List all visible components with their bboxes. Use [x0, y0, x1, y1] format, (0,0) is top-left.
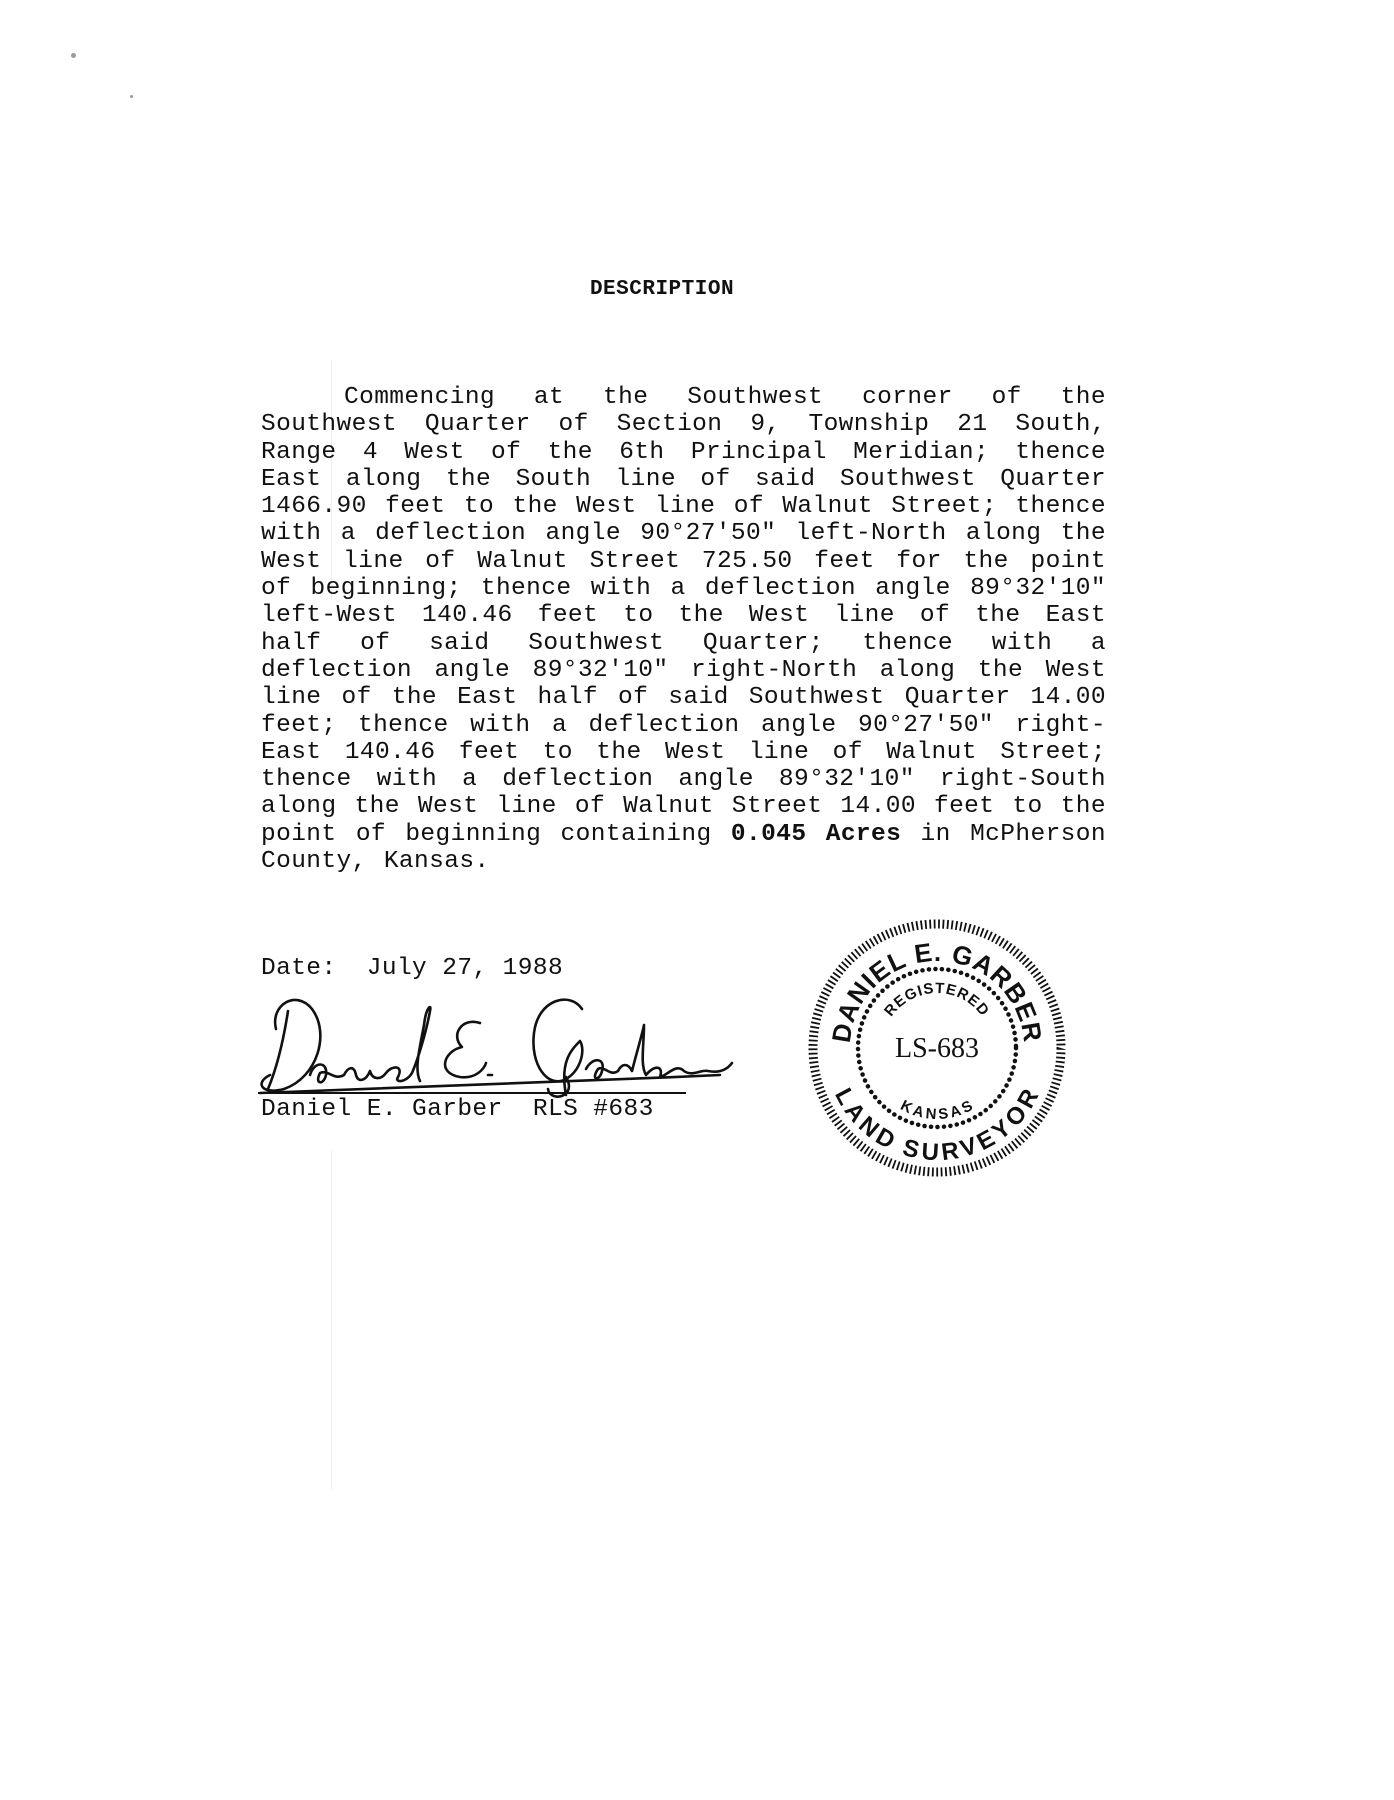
- signature-line: [258, 1092, 686, 1094]
- acreage: 0.045 Acres: [730, 820, 902, 848]
- svg-text:REGISTERED: [881, 980, 993, 1020]
- handwritten-signature: [248, 985, 738, 1100]
- seal-name: DANIEL E. GARBER: [825, 936, 1049, 1045]
- date-value: July 27, 1988: [366, 955, 564, 982]
- legal-description: [261, 384, 1106, 875]
- scan-fold-line: [331, 1150, 332, 1490]
- document-title: DESCRIPTION: [589, 278, 735, 301]
- signer-name: Daniel E. Garber: [261, 1096, 503, 1123]
- date-line: [261, 955, 563, 982]
- surveyor-seal: [802, 913, 1072, 1183]
- scan-speck: [71, 53, 76, 58]
- scan-speck: [130, 95, 133, 98]
- svg-text:KANSAS: [897, 1097, 976, 1123]
- date-label: Date:: [261, 955, 337, 982]
- signer-line: [261, 1096, 654, 1123]
- signer-license: RLS #683: [532, 1096, 654, 1123]
- description-text: Commencing at the Southwest corner of the Southwest Quarter of Section 9, Township 21 South, Range 4 West of the 6th Principal Meridian; thence East along the South line of said Southwest Quarter 1466.90 feet to the West line of Walnut Street; thence with a deflection angle 90°27'50" left-North along the West line of Walnut Street 725.50 feet for the point of beginning; thence with a deflection angle 89°32'10" left-West 140.46 feet to the West line of the East half of said Southwest Quarter; thence with a deflection angle 89°32'10" right-North along the West line of the East half of said Southwest Quarter 14.00 feet; thence with a deflection angle 90°27'50" right-East 140.46 feet to the West line of Walnut Street; thence with a deflection angle 89°32'10" right-South along the West line of Walnut Street 14.00 feet to the point of beginning containing: [261, 384, 1106, 848]
- seal-license-number: LS-683: [895, 1033, 979, 1064]
- seal-title: LAND SURVEYOR: [829, 1083, 1045, 1167]
- description-text-end: in McPherson County, Kansas.: [261, 820, 1106, 876]
- seal-registered: REGISTERED: [881, 979, 993, 1020]
- seal-state: KANSAS: [897, 1097, 977, 1124]
